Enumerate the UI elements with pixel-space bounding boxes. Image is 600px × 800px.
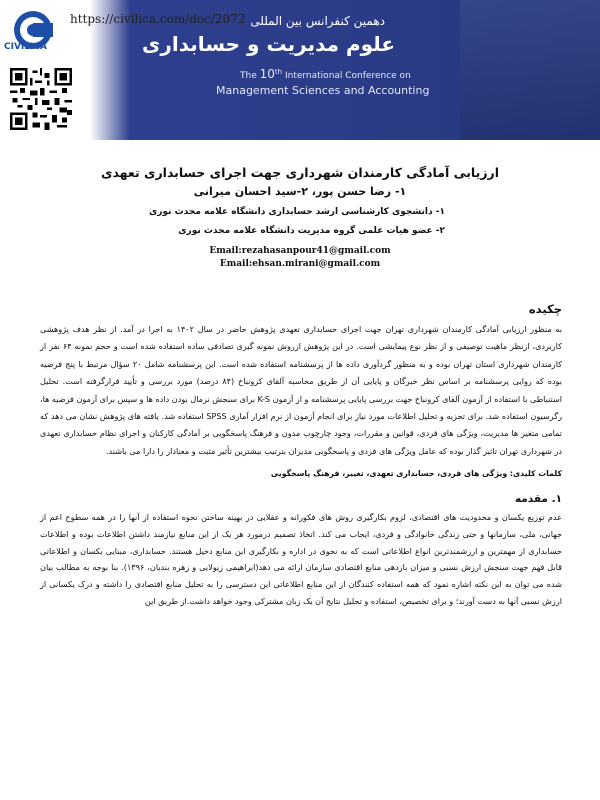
logo-label: CIVILICA: [4, 42, 47, 52]
author-emails: [40, 245, 560, 271]
conference-en-rest: International Conference on: [284, 71, 411, 81]
keywords: کلمات کلیدی: ویژگی های فردی، حسابداری تعهدی، تغییر، فرهنگ پاسخگویی: [270, 469, 562, 478]
paper-authors: ۱- رضا حسن پور، ۲-سید احسان میرانی: [193, 185, 407, 198]
source-url[interactable]: https://civilica.com/doc/2072: [70, 12, 246, 26]
email-2[interactable]: Email:ehsan.mirani@gmail.com: [219, 259, 381, 269]
email-1[interactable]: Email:rezahasanpour41@gmail.com: [209, 246, 391, 256]
qr-code-icon: [10, 68, 72, 130]
abstract-heading: چکیده: [528, 302, 562, 316]
intro-body: عدم توزیع یکسان و محدودیت های اقتصادی، لزوم بکارگیری روش های فکورانه و عقلایی در بهینه ساختن نحوه استفاده از آنها را در همه سطوح اعم از جهانی، ملی، سازمانها و حتی زندگی خانوادگی و فردی، ایجاب می کند. اتخاذ تصمیم درمورد هر یک از این منابع نیازمند داشتن اطلاعات بوده و اطلاعات حسابداری از مهمترین و ارزشمندترین انواع اطلاعاتی است که به نحوی در اداره و بکارگیری این منابع دخیل هستند. حسابداری، مبنایی یکسان و اطلاعاتی قابل فهم جهت سنجش ارزش نسبی و میزان بازدهی منابع اقتصادی سازمان ارائه می دهد(ابراهیمی زیولایی و زهره بندیان، ۱۳۹۶). بنا بوجه به مطالب بیان شده می توان به این نکته اشاره نمود که همه استفاده کنندگان از این منابع اطلاعاتی این دسترسی را به تحلیل منابع اقتصادی را داشته و درک یکسانی از ارزش نسبی آنها به دست آورند؛ و برای تخصیص، استفاده و تحلیل نتایج آن یک زبان مشترکی وجود خواهد داشت.از طریق این: [40, 512, 562, 606]
conference-en-line1: [240, 67, 411, 81]
banner-shade: [460, 0, 600, 140]
conference-en-line2: Management Sciences and Accounting: [216, 84, 430, 97]
affiliation-2: ۲- عضو هیات علمی گروه مدیریت دانشگاه علامه محدث نوری: [178, 226, 445, 236]
conference-en-prefix: The: [240, 71, 257, 81]
affiliation-1: ۱- دانشجوی کارشناسی ارشد حسابداری دانشگاه علامه محدث نوری: [149, 207, 445, 217]
intro-heading: ۱. مقدمه: [514, 493, 562, 505]
conference-en-ordinal: 10: [259, 67, 275, 81]
paper-title: ارزیابی آمادگی کارمندان شهرداری جهت اجرای حسابداری تعهدی: [100, 165, 500, 180]
abstract-body: به منظور ارزیابی آمادگی کارمندان شهرداری تهران جهت اجرای حسابداری تعهدی پژوهش حاضر در سال ۱۴۰۲ به اجرا در آمد. از نظر هدف پژوهشی کاربردی، ازنظر ماهیت توصیفی و از نظر نوع پیمایشی است. در این پژوهش ازروش نمونه گیری تصادفی ساده استفاده شده است و حجم نمونه ۶۴ نفر از کارمندان شهرداری استان تهران بوده و به منظور گردآوری داده ها از پرسشنامه استفاده شده است. این پرسشنامه شامل ۲۰ سؤال مرتبط با پنج فرضیه بوده که روایی پرسشنامه بر اساس نظر خبرگان و پایایی آن از طریق محاسبه آلفای کرونباخ (۸۴ درصد) مورد بررسی و تأیید قرارگرفته است. تحلیل استنباطی با استفاده از آزمون آلفای کرونباخ جهت بررسی پایایی پرسشنامه و از آزمون K-S برای سنجش نرمال بودن داده ها و سپس برای آزمون فرضیه ها، رگرسیون استفاده شد. برای تجزیه و تحلیل اطلاعات مورد نیاز برای انجام آزمون از نرم افزار آماری SPSS استفاده شد. یافته های پژوهش نشان می دهد که تمامی متغیر ها مدیریت، ویژگی های فردی، قوانین و مقررات، وجود چارچوب مدون و فرهنگ پاسخگویی بر آمادگی کارکنان و اجرای نظام حسابداری تعهدی در شهرداری تهران تاثیر گذار بوده که عامل ویژگی های فردی و پاسخگویی مدیران بترتیب بیشترین تأثیر مثبت و معنادار را دارا می باشند.: [40, 324, 563, 456]
conference-en-suffix: th: [274, 68, 283, 76]
conference-name-fa: علوم مدیریت و حسابداری: [142, 32, 395, 56]
conference-ordinal-fa: دهمین کنفرانس بین المللی: [250, 14, 385, 28]
